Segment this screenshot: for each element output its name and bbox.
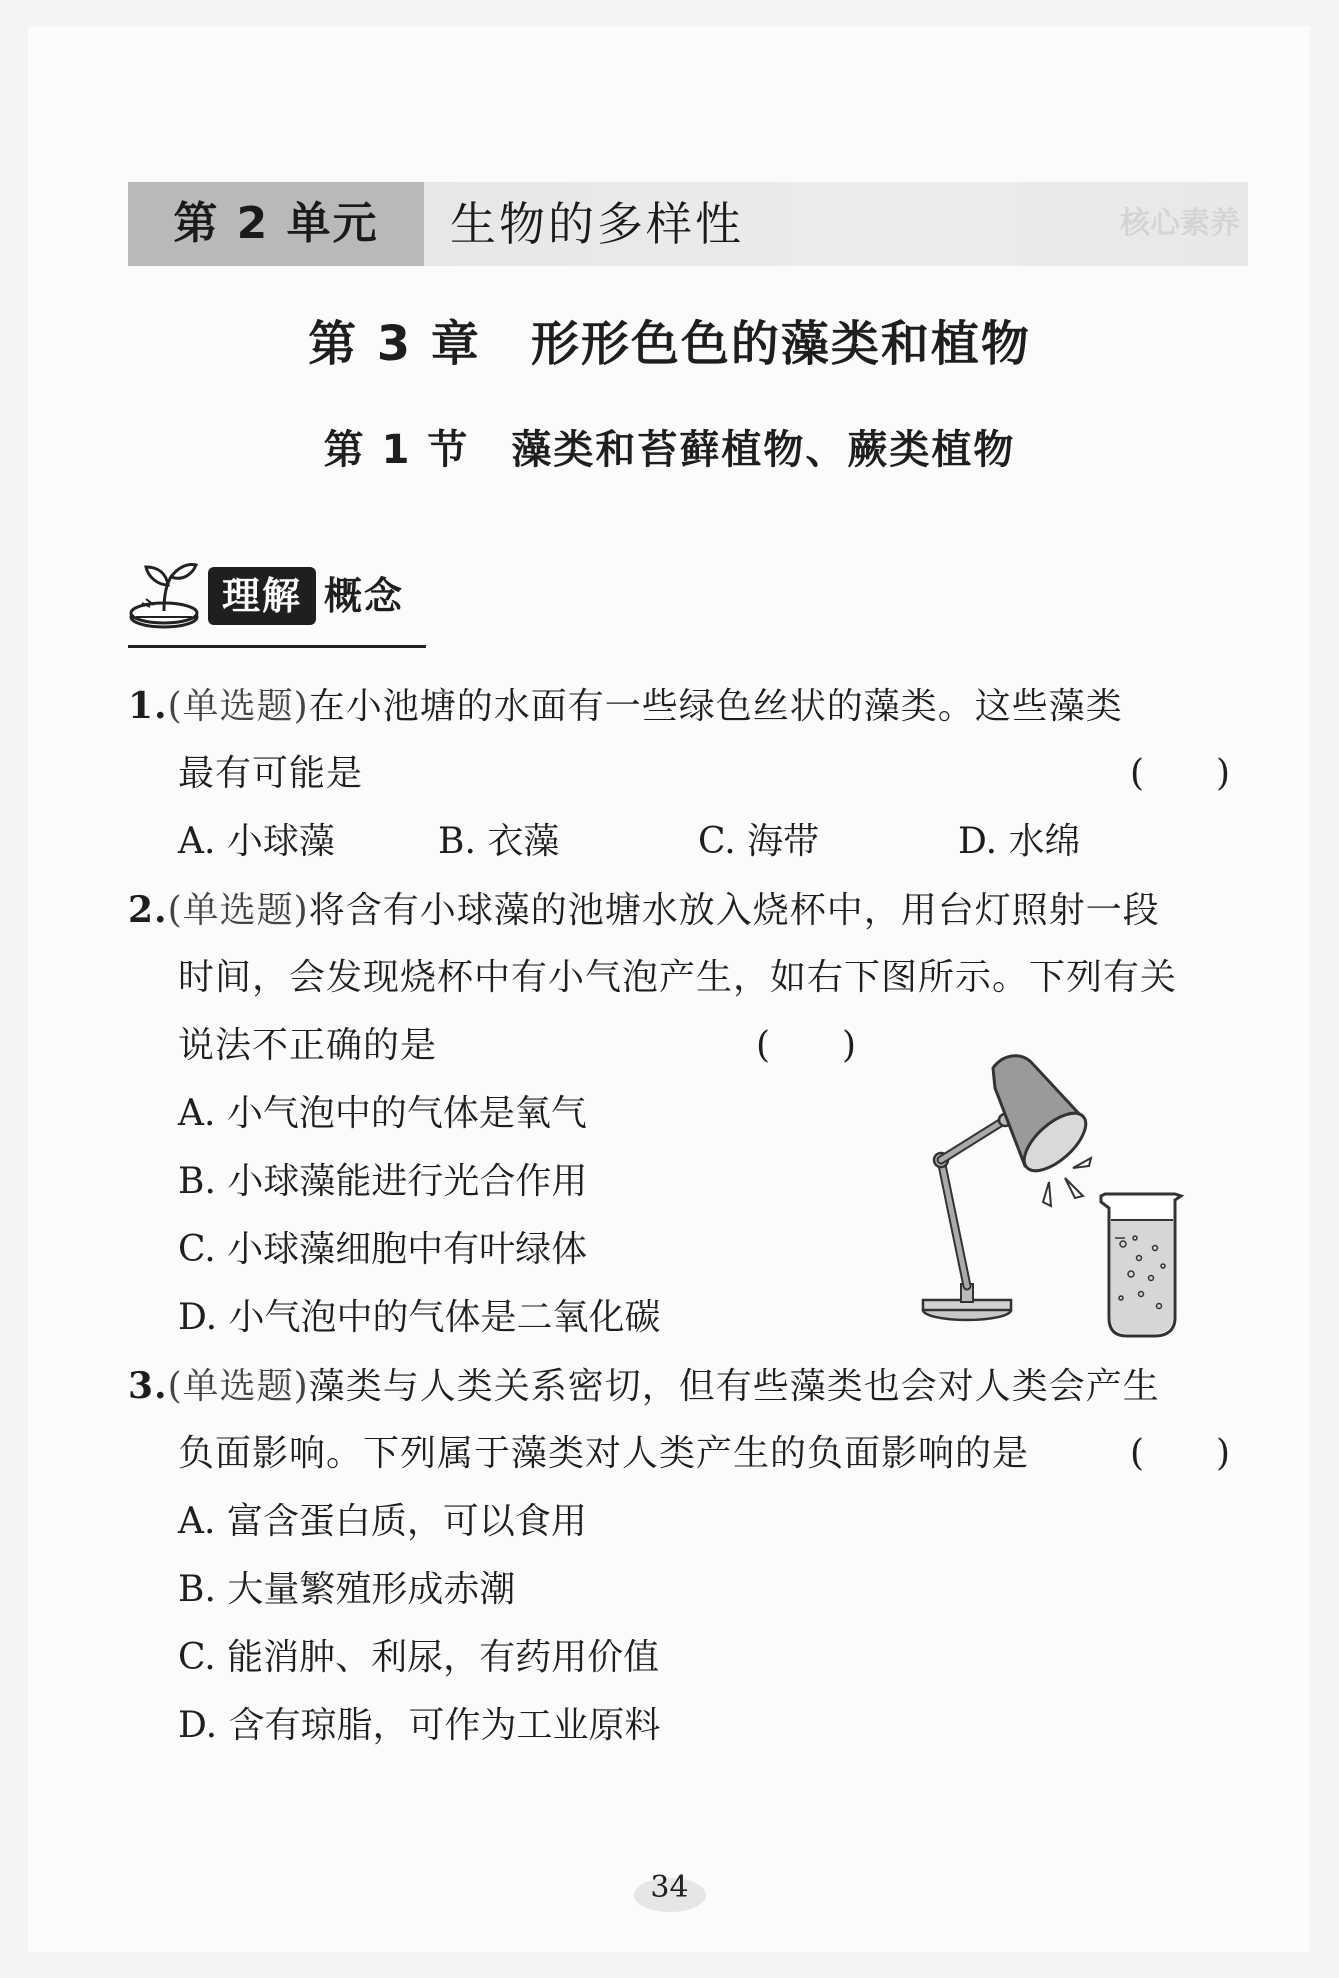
answer-blank: ( ) bbox=[1130, 753, 1231, 794]
option-d: D. 小气泡中的气体是二氧化碳 bbox=[178, 1297, 661, 1338]
option-c: C. 能消肿、利尿，有药用价值 bbox=[178, 1637, 660, 1678]
desk-lamp-beaker-icon bbox=[905, 1048, 1255, 1338]
question-2-line-1 bbox=[128, 888, 1160, 933]
question-2-line-2: 时间，会发现烧杯中有小气泡产生，如右下图所示。下列有关 bbox=[178, 957, 1178, 998]
option-a: A. 富含蛋白质，可以食用 bbox=[178, 1501, 587, 1542]
concept-section-header bbox=[128, 555, 426, 648]
question-type: (单选题) bbox=[167, 1366, 309, 1407]
answer-blank: ( ) bbox=[1130, 1433, 1231, 1474]
option-c: C. 海带 bbox=[698, 821, 820, 862]
question-3-line-2: 负面影响。下列属于藻类对人类产生的负面影响的是 bbox=[178, 1433, 1030, 1474]
sprout-dish-icon bbox=[128, 555, 202, 637]
question-number: 2. bbox=[128, 889, 168, 931]
option-a: A. 小球藻 bbox=[178, 821, 335, 862]
option-d: D. 水绵 bbox=[958, 821, 1081, 862]
question-number: 3. bbox=[128, 1365, 168, 1407]
question-type: (单选题) bbox=[167, 686, 309, 727]
answer-blank: ( ) bbox=[756, 1025, 857, 1066]
option-b: B. 大量繁殖形成赤潮 bbox=[178, 1569, 516, 1610]
question-text: 将含有小球藻的池塘水放入烧杯中，用台灯照射一段 bbox=[308, 890, 1160, 931]
concept-header-text: 概念 bbox=[324, 574, 405, 618]
concept-header-boxed: 理解 bbox=[208, 567, 316, 625]
unit-banner bbox=[128, 182, 1248, 266]
unit-title: 生物的多样性 bbox=[450, 197, 744, 251]
unit-logo-watermark: 核心素养 bbox=[1120, 206, 1240, 241]
question-1-line-2: 最有可能是 bbox=[178, 753, 364, 794]
question-number: 1. bbox=[128, 685, 168, 727]
question-type: (单选题) bbox=[167, 890, 309, 931]
option-b: B. 衣藻 bbox=[438, 821, 560, 862]
page-number: 34 bbox=[650, 1870, 689, 1905]
chapter-title: 第 3 章 形形色色的藻类和植物 bbox=[308, 316, 1031, 372]
question-3-line-1 bbox=[128, 1364, 1160, 1409]
question-text: 藻类与人类关系密切，但有些藻类也会对人类会产生 bbox=[308, 1366, 1160, 1407]
option-d: D. 含有琼脂，可作为工业原料 bbox=[178, 1705, 661, 1746]
question-1-line-1 bbox=[128, 684, 1123, 729]
question-text: 在小池塘的水面有一些绿色丝状的藻类。这些藻类 bbox=[308, 686, 1123, 727]
question-2-line-3: 说法不正确的是 bbox=[178, 1025, 438, 1066]
option-b: B. 小球藻能进行光合作用 bbox=[178, 1161, 588, 1202]
option-a: A. 小气泡中的气体是氧气 bbox=[178, 1093, 587, 1134]
option-c: C. 小球藻细胞中有叶绿体 bbox=[178, 1229, 588, 1270]
unit-label: 第 2 单元 bbox=[128, 182, 424, 266]
section-title: 第 1 节 藻类和苔藓植物、蕨类植物 bbox=[323, 427, 1016, 473]
